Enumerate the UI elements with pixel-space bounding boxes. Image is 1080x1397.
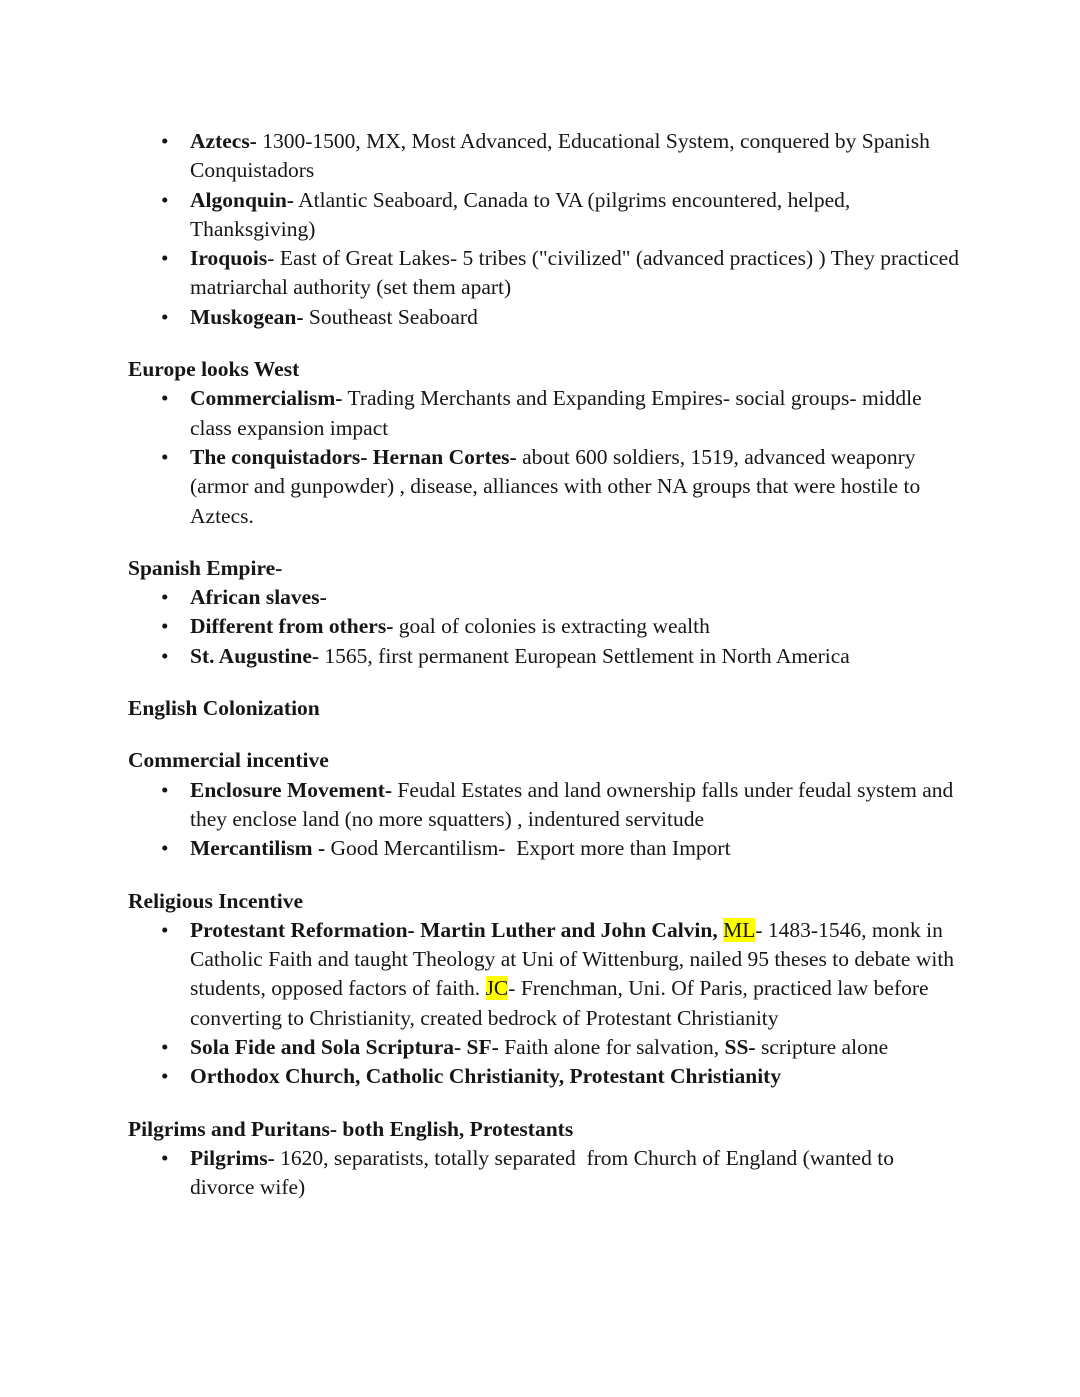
bullet-marker-icon: • [161, 777, 169, 802]
bullet-text [190, 644, 850, 668]
bold-text-segment: Sola Fide and Sola Scriptura- SF- [190, 1035, 499, 1060]
bullet-item [128, 916, 962, 1033]
text-segment: about 600 soldiers, 1519, advanced weaponry (armor and gunpowder) , disease, alliances with other NA groups that were hostile to Aztecs. [190, 444, 925, 528]
note-section [128, 887, 962, 1092]
highlighted-text: JC [485, 976, 509, 1001]
bold-text-segment: African slaves- [190, 585, 327, 610]
text-segment: Southeast Seaboard [303, 304, 478, 329]
bullet-item [128, 303, 962, 332]
bullet-item [128, 612, 962, 641]
text-segment: goal of colonies is extracting wealth [393, 614, 710, 639]
bullet-marker-icon: • [161, 643, 169, 668]
bullet-item [128, 127, 962, 186]
bold-text-segment: Protestant Reformation- Martin Luther and John Calvin, [190, 917, 718, 942]
bullet-marker-icon: • [161, 1145, 169, 1170]
section-heading: Europe looks West [128, 357, 300, 382]
bullet-text [190, 836, 731, 860]
bold-text-segment: St. Augustine- [190, 643, 320, 668]
bullet-marker-icon: • [161, 304, 169, 329]
text-segment: - Frenchman, Uni. Of Paris, practiced law before converting to Christianity, created bedrock of Protestant Christianity [190, 976, 934, 1030]
bullet-item [128, 244, 965, 303]
bold-text-segment: Mercantilism - [190, 836, 326, 861]
bullet-item [128, 443, 962, 531]
bullet-marker-icon: • [161, 836, 169, 861]
bold-text-segment: Aztecs- [190, 129, 257, 153]
text-segment: Atlantic Seaboard, Canada to VA (pilgrims encountered, helped, Thanksgiving) [190, 187, 856, 241]
bullet-text [190, 614, 710, 638]
bullet-marker-icon: • [161, 1064, 169, 1089]
bullet-marker-icon: • [161, 386, 169, 411]
bullet-item [128, 186, 962, 245]
bold-text-segment: SS- [724, 1035, 756, 1060]
bullet-text [190, 246, 964, 299]
bullet-text [190, 445, 924, 528]
bullet-item [128, 384, 962, 443]
bullet-marker-icon: • [161, 129, 169, 153]
bullet-text [190, 188, 855, 241]
text-segment: Good Mercantilism- Export more than Import [325, 836, 731, 861]
bullet-item [128, 1062, 962, 1091]
section-heading: Commercial incentive [128, 748, 329, 773]
bold-text-segment: Muskogean- [190, 304, 304, 329]
bold-text-segment: Iroquois [190, 246, 268, 271]
bullet-marker-icon: • [161, 917, 169, 942]
note-section [128, 355, 962, 531]
text-segment: 1620, separatists, totally separated from Church of England (wanted to divorce wife) [190, 1145, 900, 1200]
bullet-item [128, 1033, 962, 1062]
bullet-item [128, 834, 962, 863]
bold-text-segment: Enclosure Movement- [190, 777, 393, 802]
highlighted-text: ML [723, 917, 756, 942]
text-segment: - 1483-1546, monk in Catholic Faith and taught Theology at Uni of Wittenburg, nailed 95 theses to debate with students, opposed factors of faith. [190, 917, 960, 1001]
bullet-marker-icon: • [161, 614, 169, 639]
bullet-marker-icon: • [161, 444, 169, 469]
section-heading: Pilgrims and Puritans- both English, Protestants [128, 1116, 574, 1141]
text-segment: Trading Merchants and Expanding Empires- social groups- middle class expansion impact [190, 386, 928, 440]
text-segment: - East of Great Lakes- 5 tribes ("civilized" (advanced practices) ) They practiced matriarchal authority (set them apart) [190, 246, 965, 300]
bullet-item [128, 642, 962, 671]
text-segment: scripture alone [755, 1035, 889, 1060]
bullet-marker-icon: • [161, 246, 169, 271]
bullet-marker-icon: • [161, 585, 169, 610]
text-segment: 1565, first permanent European Settlement in North America [319, 643, 850, 668]
bullet-item [128, 583, 962, 612]
bold-text-segment: Algonquin- [190, 187, 294, 212]
note-section [128, 694, 962, 723]
note-section [128, 554, 962, 671]
bullet-text [190, 585, 327, 609]
bold-text-segment: The conquistadors- Hernan Cortes- [190, 444, 517, 469]
text-segment: 1300-1500, MX, Most Advanced, Educational System, conquered by Spanish Conquistadors [190, 129, 936, 183]
bold-text-segment: Pilgrims- [190, 1145, 275, 1170]
bullet-text [190, 1064, 781, 1088]
bullet-text [190, 386, 927, 439]
bullet-text [190, 305, 478, 329]
bullet-text [190, 918, 959, 1030]
bullet-text [190, 1035, 888, 1059]
note-section [128, 127, 965, 332]
bullet-text [190, 129, 935, 182]
section-heading: English Colonization [128, 696, 320, 721]
section-heading: Spanish Empire- [128, 555, 283, 580]
bold-text-segment: Different from others- [190, 614, 394, 639]
bullet-text [190, 1146, 899, 1199]
bold-text-segment: Orthodox Church, Catholic Christianity, Protestant Christianity [190, 1064, 782, 1089]
text-segment: Faith alone for salvation, [498, 1035, 725, 1060]
bullet-text [190, 778, 959, 831]
text-segment: Feudal Estates and land ownership falls under feudal system and they enclose land (no more squatters) , indentured servitude [190, 777, 959, 831]
bullet-marker-icon: • [161, 1035, 169, 1060]
note-section [128, 746, 962, 863]
bullet-item [128, 776, 962, 835]
bold-text-segment: Commercialism- [190, 386, 343, 411]
note-section [128, 1115, 962, 1203]
section-heading: Religious Incentive [128, 888, 303, 913]
bullet-item [128, 1144, 962, 1203]
bullet-marker-icon: • [161, 187, 169, 212]
